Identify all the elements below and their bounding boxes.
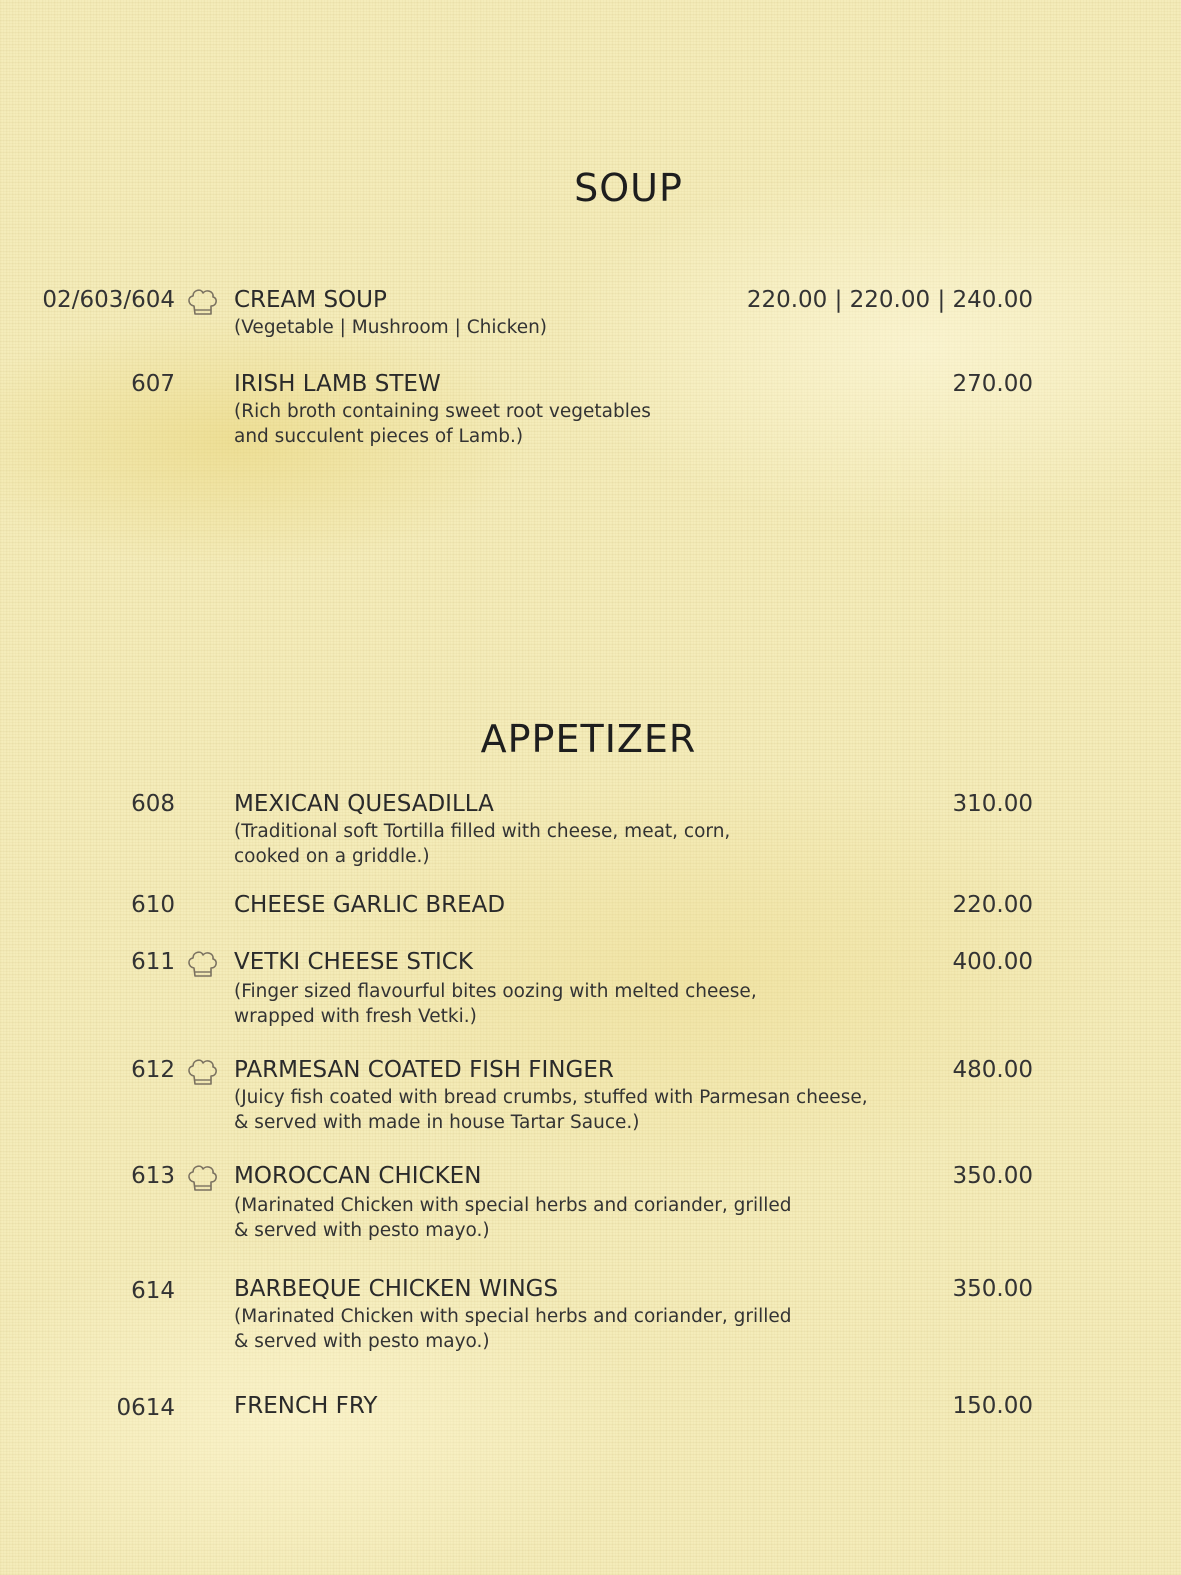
item-name: CREAM SOUP: [234, 287, 387, 313]
item-price: 480.00: [952, 1057, 1033, 1083]
item-code: 608: [131, 791, 175, 817]
chef-hat-icon: [184, 284, 220, 320]
menu-item: [0, 948, 1181, 1028]
item-description-line: (Finger sized flavourful bites oozing with melted cheese,: [234, 981, 757, 1002]
item-description: [234, 1304, 934, 1354]
item-description: [234, 399, 934, 449]
item-name: IRISH LAMB STEW: [234, 371, 441, 397]
item-description-line: cooked on a griddle.): [234, 846, 430, 867]
item-description: [234, 819, 934, 869]
item-name: VETKI CHEESE STICK: [234, 949, 473, 975]
item-description-line: and succulent pieces of Lamb.): [234, 426, 524, 447]
menu-item: [0, 1162, 1181, 1242]
menu-item: [0, 1056, 1181, 1136]
item-name: MEXICAN QUESADILLA: [234, 791, 494, 817]
item-price: 220.00: [952, 892, 1033, 918]
item-description-line: (Juicy fish coated with bread crumbs, stuffed with Parmesan cheese,: [234, 1087, 868, 1108]
item-name: BARBEQUE CHICKEN WINGS: [234, 1276, 559, 1302]
chef-hat-icon: [184, 946, 220, 982]
item-description-line: & served with made in house Tartar Sauce.): [234, 1112, 640, 1133]
item-name: PARMESAN COATED FISH FINGER: [234, 1057, 614, 1083]
menu-item: [0, 370, 1181, 450]
item-price: 220.00 | 220.00 | 240.00: [746, 287, 1033, 313]
item-description: [234, 979, 934, 1029]
item-name: MOROCCAN CHICKEN: [234, 1163, 482, 1189]
item-code: 02/603/604: [42, 287, 175, 313]
item-description: [234, 1193, 934, 1243]
menu-item: [0, 286, 1181, 366]
item-price: 350.00: [952, 1163, 1033, 1189]
chef-hat-icon: [184, 1160, 220, 1196]
item-code: 610: [131, 892, 175, 918]
item-price: 150.00: [952, 1393, 1033, 1419]
item-name: FRENCH FRY: [234, 1393, 378, 1419]
item-description-line: & served with pesto mayo.): [234, 1331, 490, 1352]
item-price: 270.00: [952, 371, 1033, 397]
item-price: 310.00: [952, 791, 1033, 817]
item-description: [234, 315, 934, 340]
item-code: 612: [131, 1057, 175, 1083]
item-description-line: wrapped with fresh Vetki.): [234, 1006, 477, 1027]
item-code: 611: [131, 949, 175, 975]
soup-section-title: SOUP: [574, 166, 683, 210]
item-description: [234, 1085, 934, 1135]
item-price: 350.00: [952, 1276, 1033, 1302]
menu-item: [0, 790, 1181, 870]
item-description-line: & served with pesto mayo.): [234, 1220, 490, 1241]
menu-item: [0, 1275, 1181, 1355]
item-price: 400.00: [952, 949, 1033, 975]
item-code: 607: [131, 371, 175, 397]
item-code: 0614: [116, 1395, 175, 1421]
chef-hat-icon: [184, 1054, 220, 1090]
item-code: 613: [131, 1163, 175, 1189]
item-code: 614: [131, 1278, 175, 1304]
menu-item: [0, 1392, 1181, 1472]
appetizer-section-title: APPETIZER: [480, 717, 697, 761]
item-description-line: (Marinated Chicken with special herbs and coriander, grilled: [234, 1195, 792, 1216]
item-description-line: (Rich broth containing sweet root vegetables: [234, 401, 651, 422]
item-description-line: (Traditional soft Tortilla filled with cheese, meat, corn,: [234, 821, 731, 842]
item-description-line: (Vegetable | Mushroom | Chicken): [234, 317, 548, 338]
item-description-line: (Marinated Chicken with special herbs and coriander, grilled: [234, 1306, 792, 1327]
item-name: CHEESE GARLIC BREAD: [234, 892, 506, 918]
